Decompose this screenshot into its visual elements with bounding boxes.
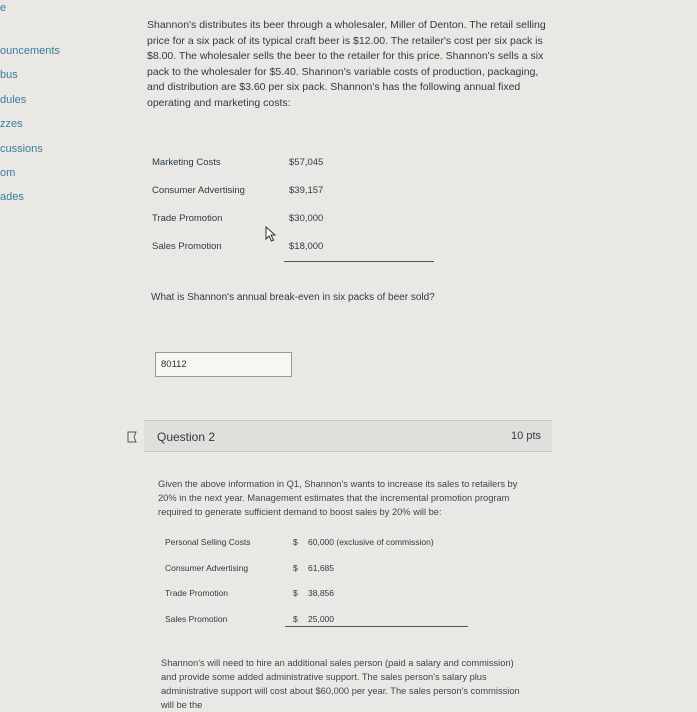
- nav-item-zoom[interactable]: om: [0, 167, 16, 179]
- q2-cost-label: Trade Promotion: [165, 588, 228, 598]
- q2-cost-value: 61,685: [308, 563, 334, 573]
- question-header: [144, 420, 552, 452]
- q1-prompt-text: What is Shannon's annual break-even in six packs of beer sold?: [151, 292, 435, 303]
- q2-cost-symbol: $: [293, 537, 298, 547]
- q1-intro-text: Shannon's distributes its beer through a wholesaler, Miller of Denton. The retail selling price for a six pack of its typical craft beer is $12.00. The retailer's cost per six pack is $8.00. The wholesaler sells the beer to the retailer for this price. Shannon's sells a six pack to the wholesaler for $5.40. Shannon's variable costs of production, packaging, and distribution are $3.60 per six pack. Shannon's has the following annual fixed operating and marketing costs:: [147, 19, 546, 109]
- q2-cost-value: 60,000 (exclusive of commission): [308, 537, 434, 547]
- q1-cost-value: $39,157: [289, 185, 324, 196]
- q2-cost-symbol: $: [293, 614, 298, 624]
- nav-item-discussions[interactable]: cussions: [0, 143, 43, 155]
- nav-item-grades[interactable]: ades: [0, 191, 24, 203]
- q1-cost-label: Sales Promotion: [152, 241, 222, 252]
- quiz-content: [122, 0, 697, 710]
- cost-total-rule: [285, 626, 468, 627]
- course-nav-sidebar: [0, 0, 122, 700]
- q1-cost-value: $57,045: [289, 157, 324, 168]
- mouse-pointer-icon: [265, 226, 277, 242]
- nav-item-syllabus[interactable]: bus: [0, 69, 18, 81]
- q1-answer-input[interactable]: [155, 352, 292, 377]
- q1-cost-value: $30,000: [289, 213, 324, 224]
- q2-cost-label: Consumer Advertising: [165, 563, 249, 573]
- q2-cost-value: 38,856: [308, 588, 334, 598]
- nav-item-home[interactable]: e: [0, 2, 7, 14]
- nav-item-quizzes[interactable]: zzes: [0, 118, 23, 130]
- nav-item-announcements[interactable]: ouncements: [0, 45, 60, 57]
- nav-item-modules[interactable]: dules: [0, 94, 27, 106]
- q2-cost-symbol: $: [293, 563, 298, 573]
- flag-question-icon[interactable]: [127, 431, 137, 443]
- q1-cost-value: $18,000: [289, 241, 324, 252]
- question-title: Question 2: [157, 430, 216, 444]
- question-points: 10 pts: [511, 430, 541, 442]
- cost-total-rule: [284, 261, 434, 262]
- q1-cost-label: Consumer Advertising: [152, 185, 245, 196]
- q2-cost-value: 25,000: [308, 614, 334, 624]
- q2-cost-label: Personal Selling Costs: [165, 537, 251, 547]
- q2-tail-text: Shannon's will need to hire an additional sales person (paid a salary and commission) and provide some added administrative support. The sales person's salary plus administrative support will cost about $60,000 per year. The sales person's commission will be the: [161, 658, 520, 710]
- q2-intro-text: Given the above information in Q1, Shannon's wants to increase its sales to retailers by 20% in the next year. Management estimates that the incremental promotion program required to generate sufficient demand to boost sales by 20% will be:: [158, 479, 518, 517]
- q1-cost-label: Trade Promotion: [152, 213, 223, 224]
- q1-cost-label: Marketing Costs: [152, 157, 221, 168]
- q2-cost-label: Sales Promotion: [165, 614, 228, 624]
- q2-cost-symbol: $: [293, 588, 298, 598]
